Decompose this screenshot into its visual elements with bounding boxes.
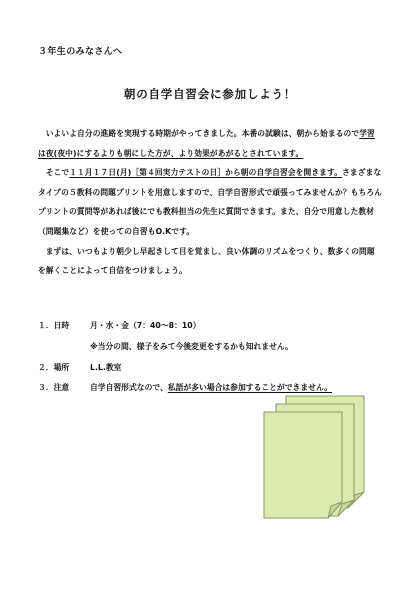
paragraph-closing: まずは、いつもより朝少し早起きして目を覚まし、良い体調のリズムをつくり、数多くの問題を解くことによって自信をつけましょう。 [38, 246, 375, 276]
paragraph-intro-underlined: 学習は夜(夜中)にするよりも朝にした方が、より効果があがるとされています。 [38, 129, 375, 158]
paragraph-announcement-intro: そこで [45, 168, 70, 178]
detail-note-value: ※当分の間、様子をみて今後変更をするかも知れません。 [90, 342, 293, 351]
addressee: ３年生のみなさんへ [38, 47, 123, 57]
detail-caution-lead: 自学自習形式なので、 [90, 383, 168, 392]
detail-place-value: L.L.教室 [90, 363, 122, 372]
detail-caution-label: ３．注意 [38, 383, 70, 392]
paper-sheet-front [264, 412, 342, 518]
start-date: １１月１７日(月)［第４回実力テストの日］から朝の自学自習会を開きます。 [69, 168, 343, 178]
detail-caution-underlined: 私語が多い場合は参加することができません。 [167, 383, 333, 392]
stacked-paper-icon [260, 392, 370, 520]
paragraph-announcement-rest: さまざまなタイプの５教科の問題プリントを用意しますので、自学自習形式で頑張ってみませんか？もちろんプリントの質問等があれば後にでも教科担当の先生に質問できます。また、自分で用意した教材（問題集など）を使っての自習もO.Kです。 [38, 168, 383, 236]
page-title: 朝の自学自習会に参加しよう！ [123, 87, 297, 101]
detail-place-label: ２．場所 [38, 363, 70, 372]
paragraph-intro [38, 124, 382, 163]
detail-datetime-value: 月・水・金（7：40〜8：10） [90, 321, 201, 330]
paragraph-announcement [38, 163, 382, 241]
body-text [38, 124, 382, 281]
detail-datetime-label: １．日時 [38, 321, 70, 330]
paragraph-intro-lead: いよいよ自分の進路を実現する時期がやってきました。本番の試験は、朝から始まるので [45, 129, 360, 138]
